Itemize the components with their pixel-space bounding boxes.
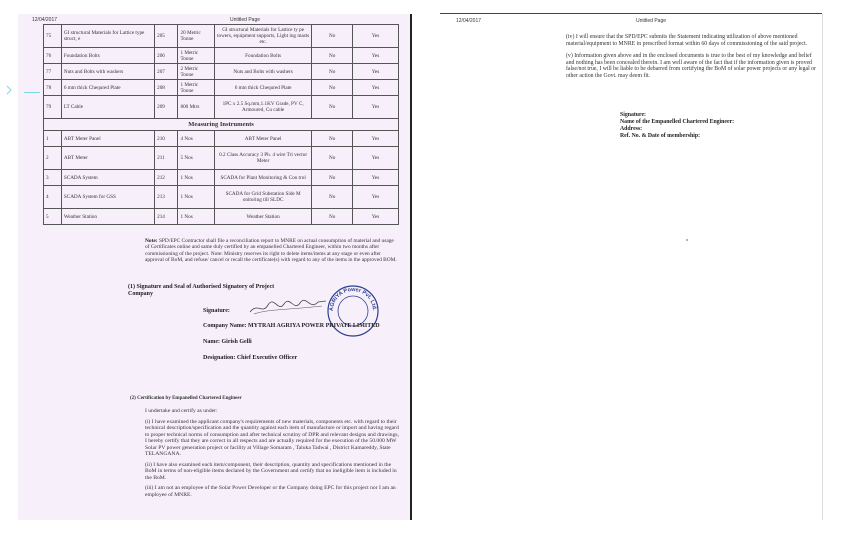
cell-description: Weather Station [61,209,154,225]
cell-description: Foundation Bolts [61,48,154,64]
chevron-right-icon [6,85,12,95]
table-row [44,96,399,119]
right-document-page [440,14,822,520]
cell-description: SCADA System for GSS [61,186,154,209]
cell-description: Nuts and Bolts with washers [61,64,154,80]
cell-quantity: 20 Metric Tonne [178,25,214,48]
right-edge-rule [822,14,823,520]
bom-table [43,24,399,225]
engineer-ref-label: Ref. No. & Date of membership: [620,133,701,139]
cell-ineligible: No [312,186,353,209]
clause-iv: (iv) I will ensure that the SPD/EPC submits the Statement indicating utilization of above mentioned material/equipment to MNRE in prescribed format within 60 days of commissioning of the said project. [566,34,808,47]
cell-code: 206 [155,48,178,64]
cell-eligible: Yes [352,80,398,96]
cell-item-spec: Foundation Bolts [214,48,312,64]
cell-sno: 1 [44,131,62,147]
cell-quantity: 5 Nos [178,147,214,170]
cell-code: 207 [155,64,178,80]
cell-ineligible: No [312,80,353,96]
cell-description: GI structural Materials for Lattice type struct, e [61,25,154,48]
cell-quantity: 2 Metric Tonne [178,64,214,80]
signatory-name: Name: Girish Gelli [203,339,252,345]
cell-eligible: Yes [352,147,398,170]
table-row [44,80,399,96]
cell-ineligible: No [312,131,353,147]
cell-eligible: Yes [352,48,398,64]
cell-eligible: Yes [352,170,398,186]
cell-sno: 2 [44,147,62,170]
cell-quantity: 1 Nos [178,186,214,209]
cell-ineligible: No [312,48,353,64]
table-row [44,48,399,64]
cell-item-spec: Weather Station [214,209,312,225]
cert-clause-i: (i) I have examined the applicant company's requirements of new materials, components etc. with regard to their technical description/specification and the quantity against each item of manufacture or import and having regard to proper technical norms of consumption and after technical scrutiny of DPR and relevant designs and drawings, I hereby certify that they are correct in all respects and are actually required for the execution of the 50.000 MW Solar PV power generation project or facility at Village Somaram , Taluka Tadwai , District Kamareddy, State TELANGANA. [145,418,399,457]
table-row [44,25,399,48]
cell-eligible: Yes [352,209,398,225]
cell-sno: 76 [44,48,62,64]
company-name: Company Name: MYTRAH AGRIYA POWER PRIVATE LIMITED [203,323,380,329]
cell-ineligible: No [312,64,353,80]
cell-code: 212 [155,170,178,186]
handwritten-signature [248,297,328,317]
cell-quantity: 800 Mtrs [178,96,214,119]
table-row [44,64,399,80]
page-date: 12/04/2017 [456,18,482,24]
cell-description: ABT Meter [61,147,154,170]
cell-code: 210 [155,131,178,147]
cell-sno: 77 [44,64,62,80]
cell-sno: 5 [44,209,62,225]
signature-label: Signature: [203,308,230,314]
table-row [44,209,399,225]
cell-code: 205 [155,25,178,48]
cell-quantity: 1 Nos [178,209,214,225]
clause-v: (v) Information given above and in the enclosed documents is true to the best of my knowledge and belief and nothing has been concealed therein. I am well aware of the fact that if the information given is proved false/not true, I will be liable to be debarred from certifying the BoM of solar power projects or any legal or other action the Govt. may deem fit. [566,53,816,79]
page-title: Untitled Page [230,17,261,23]
cell-eligible: Yes [352,186,398,209]
cell-item-spec: 1PC x 2.5 Sq.mm,1.1KV Grade, PV C, Armoured, Cu cable [214,96,312,119]
cell-code: 209 [155,96,178,119]
cell-code: 213 [155,186,178,209]
cell-sno: 78 [44,80,62,96]
cell-eligible: Yes [352,64,398,80]
cell-eligible: Yes [352,25,398,48]
cell-code: 211 [155,147,178,170]
cell-item-spec: Nuts and Bolts with washers [214,64,312,80]
cell-sno: 79 [44,96,62,119]
cell-code: 208 [155,80,178,96]
right-body [566,34,816,86]
section-title: Measuring Instruments [44,119,399,131]
cell-item-spec: SCADA for Plant Monitoring & Con trol [214,170,312,186]
cell-eligible: Yes [352,131,398,147]
cert-clause-iii: (iii) I am not an employee of the Solar Power Developer or the Company doing EPC for this project nor I am an employee of MNRE. [145,485,396,498]
table-row [44,147,399,170]
cell-eligible: Yes [352,96,398,119]
cell-description: LT Cable [61,96,154,119]
cell-item-spec: ABT Meter Panel [214,131,312,147]
certification-heading: (2) Certification by Empanelled Chartered Engineer [130,396,242,401]
page-date: 12/04/2017 [32,17,58,23]
certification-body [145,408,399,502]
cert-intro: I undertake and certify as under: [145,408,218,414]
cell-ineligible: No [312,25,353,48]
cell-sno: 75 [44,25,62,48]
note-paragraph [145,238,397,263]
table-row [44,186,399,209]
note-text: SPD/EPC Contractor shall file a reconciliation report to MNRE on actual consumption of material and usage of Certificates online and same duly certified by an empanelled Chartered Engineer, within two months after commissioning of the project. Note: Ministry reserves its right to delete items/items at any stage or even after approval of BoM, and refuse/ cancel or recall the certificate(s) with regard to any of the items in the approved BOM. [145,238,397,263]
cell-sno: 4 [44,186,62,209]
cell-description: SCADA System [61,170,154,186]
cell-quantity: 1 Metric Tonne [178,48,214,64]
cell-item-spec: 6 mm thick Chequred Plate [214,80,312,96]
cell-item-spec: SCADA for Grid Substation Side M onitoring till SLDC [214,186,312,209]
cell-description: 6 mm thick Chequred Plate [61,80,154,96]
cell-description: ABT Meter Panel [61,131,154,147]
left-document-page [18,14,412,520]
table-row [44,170,399,186]
page-speck [686,239,688,241]
engineer-name-label: Name of the Empanelled Chartered Engineer: [620,119,735,125]
cell-ineligible: No [312,96,353,119]
section-row [44,119,399,131]
cell-code: 214 [155,209,178,225]
note-label: Note: [145,238,158,244]
authorised-signatory-heading: (1) Signature and Seal of Authorised Signatory of Project Company [128,284,275,297]
cell-quantity: 4 Nos [178,131,214,147]
cert-clause-ii: (ii) I have also examined each item/component, their description, quantity and specifications mentioned in the BoM in terms of non-eligible items declared by the Government and certify that no ineligible item is included in the BoM. [145,461,397,481]
engineer-signature-block [620,112,734,140]
cell-quantity: 1 Nos [178,170,214,186]
cell-ineligible: No [312,209,353,225]
engineer-signature-label: Signature: [620,112,646,118]
svg-text:AGRIYA Power Pvt. Ltd.: AGRIYA Power Pvt. Ltd. [328,286,378,312]
cell-item-spec: 0.2 Class Accuracy 3 Ph. 4 wire Tri vector Meter [214,147,312,170]
guide-line [24,92,40,93]
cell-item-spec: GI structural Materials for Lattice ty pe towers, equipment supports, Light ing masts etc. [214,25,312,48]
cell-sno: 3 [44,170,62,186]
engineer-address-label: Address: [620,126,643,132]
signatory-designation: Designation: Chief Executive Officer [203,355,298,361]
page-title: Untitled Page [636,18,667,24]
cell-ineligible: No [312,170,353,186]
table-row [44,131,399,147]
cell-quantity: 1 Metric Tonne [178,80,214,96]
cell-ineligible: No [312,147,353,170]
